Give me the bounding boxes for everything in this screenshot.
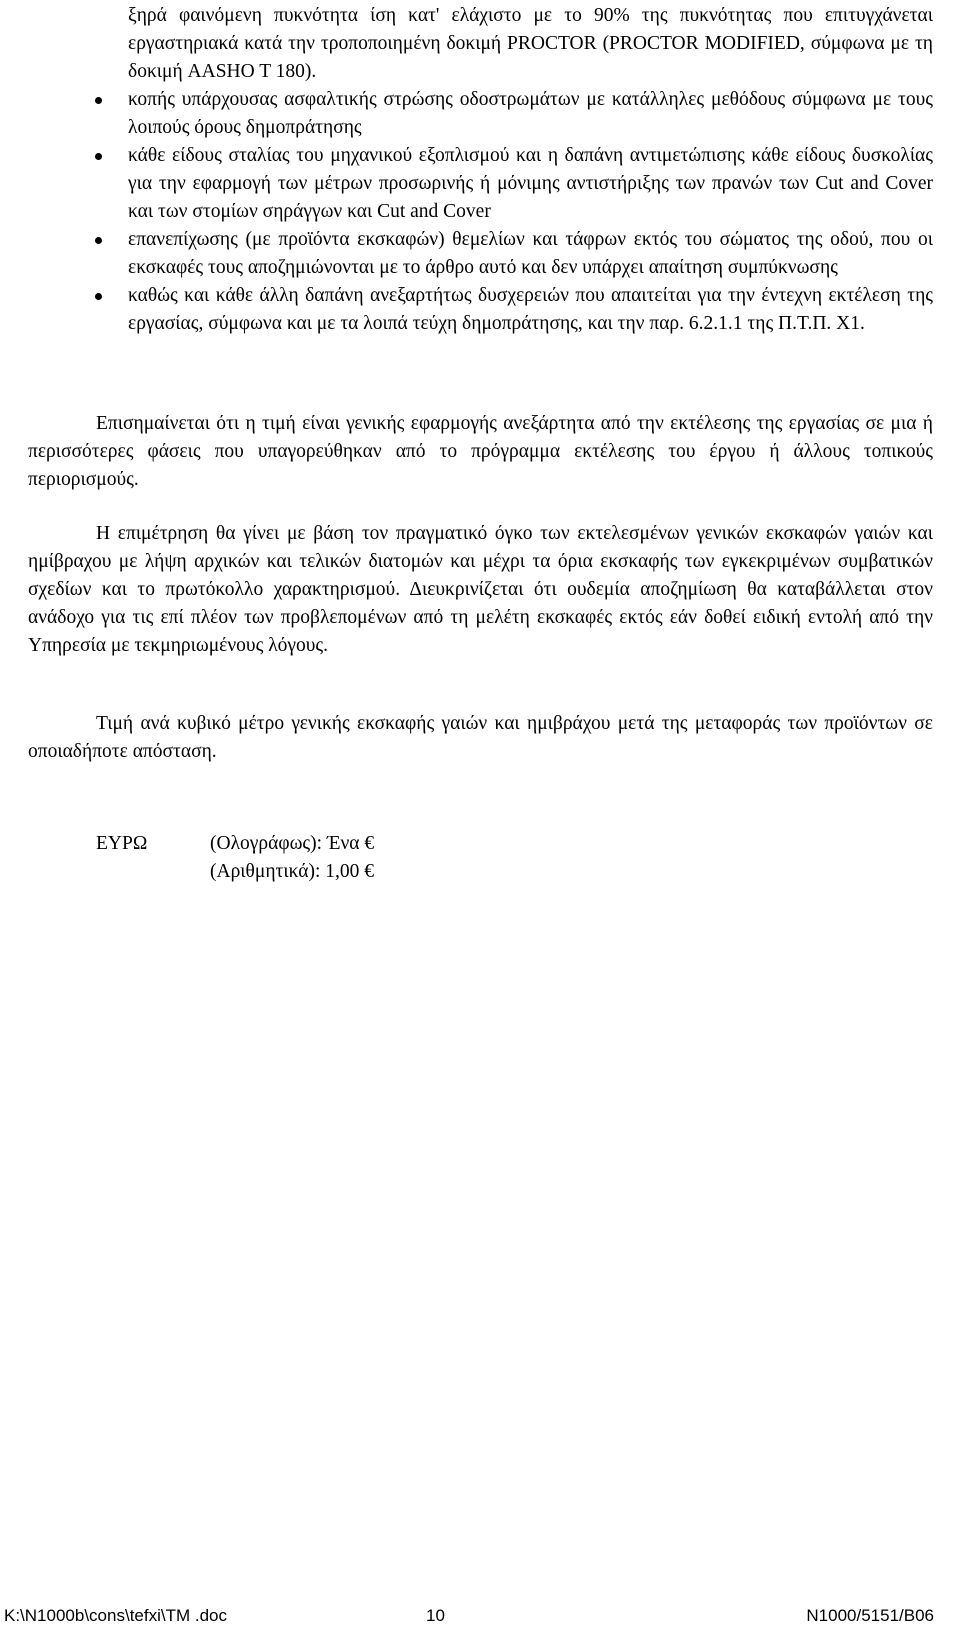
bullet-icon — [95, 97, 102, 104]
bullet-icon — [95, 237, 102, 244]
price-currency: ΕΥΡΩ — [96, 833, 148, 854]
price-block — [210, 830, 374, 886]
bullet-item — [128, 282, 933, 338]
bullet-continuation — [128, 2, 933, 86]
bullet-item-text: καθώς και κάθε άλλη δαπάνη ανεξαρτήτως δυσχερειών που απαιτείται για την έντεχνη εκτέλεση της εργασίας, σύμφωνα και με τα λοιπά τεύχη δημοπράτησης, και την παρ. 6.2.1.1 της Π.Τ.Π. Χ1. — [128, 285, 933, 334]
measurement-paragraph: Η επιμέτρηση θα γίνει με βάση τον πραγματικό όγκο των εκτελεσμένων γενικών εκσκαφών γαιών και ημίβραχου με λήψη αρχικών και τελικών διατομών και μέχρι τα όρια εκσκαφής των εγκεκριμένων συμβατικών σχεδίων και το πρωτόκολλο χαρακτηρισμού. Διευκρινίζεται ότι ουδεμία αποζημίωση θα καταβάλλεται στον ανάδοχο για τις επί πλέον των προβλεπομένων από τη μελέτη εκσκαφές εκτός εάν δοθεί ειδική εντολή από την Υπηρεσία με τεκμηριωμένους λόγους. — [28, 523, 933, 656]
price-in-words: (Ολογράφως): Ένα € — [210, 833, 375, 854]
footer-file-path: K:\N1000b\cons\tefxi\TM .doc — [4, 1606, 227, 1625]
footer-page-number: 10 — [426, 1606, 445, 1625]
note-paragraph: Επισημαίνεται ότι η τιμή είναι γενικής εφαρμογής ανεξάρτητα από την εκτέλεσης της εργασίας σε μια ή περισσότερες φάσεις που υπαγορεύθηκαν από το πρόγραμμα εκτέλεσης του έργου ή άλλους τοπικούς περιορισμούς. — [28, 413, 933, 490]
bullet-icon — [95, 293, 102, 300]
bullet-continuation-text: ξηρά φαινόμενη πυκνότητα ίση κατ' ελάχιστο με το 90% της πυκνότητας που επιτυγχάνεται εργαστηριακά κατά την τροποποιημένη δοκιμή PROCTOR (PROCTOR MODIFIED, σύμφωνα με τη δοκιμή AASHO T 180). — [128, 5, 933, 82]
unit-price-paragraph: Τιμή ανά κυβικό μέτρο γενικής εκσκαφής γαιών και ημιβράχου μετά της μεταφοράς των προϊόντων σε οποιαδήποτε απόσταση. — [28, 713, 933, 762]
bullet-list — [128, 2, 933, 338]
bullet-item-text: κοπής υπάρχουσας ασφαλτικής στρώσης οδοστρωμάτων με κατάλληλες μεθόδους σύμφωνα με τους λοιπούς όρους δημοπράτησης — [128, 89, 933, 138]
bullet-item — [128, 86, 933, 142]
footer-doc-code: N1000/5151/B06 — [806, 1606, 934, 1625]
bullet-item — [128, 142, 933, 226]
bullet-item-text: κάθε είδους σταλίας του μηχανικού εξοπλισμού και η δαπάνη αντιμετώπισης κάθε είδους δυσκολίας για την εφαρμογή των μέτρων προσωρινής ή μόνιμης αντιστήριξης των πρανών των Cut and Cover και των στομίων σηράγγων και Cut and Cover — [128, 145, 933, 222]
price-in-numbers: (Αριθμητικά): 1,00 € — [210, 861, 375, 882]
bullet-icon — [95, 153, 102, 160]
bullet-item — [128, 226, 933, 282]
bullet-item-text: επανεπίχωσης (με προϊόντα εκσκαφών) θεμελίων και τάφρων εκτός του σώματος της οδού, που οι εκσκαφές τους αποζημιώνονται με το άρθρο αυτό και δεν υπάρχει απαίτηση συμπύκνωσης — [128, 229, 933, 278]
